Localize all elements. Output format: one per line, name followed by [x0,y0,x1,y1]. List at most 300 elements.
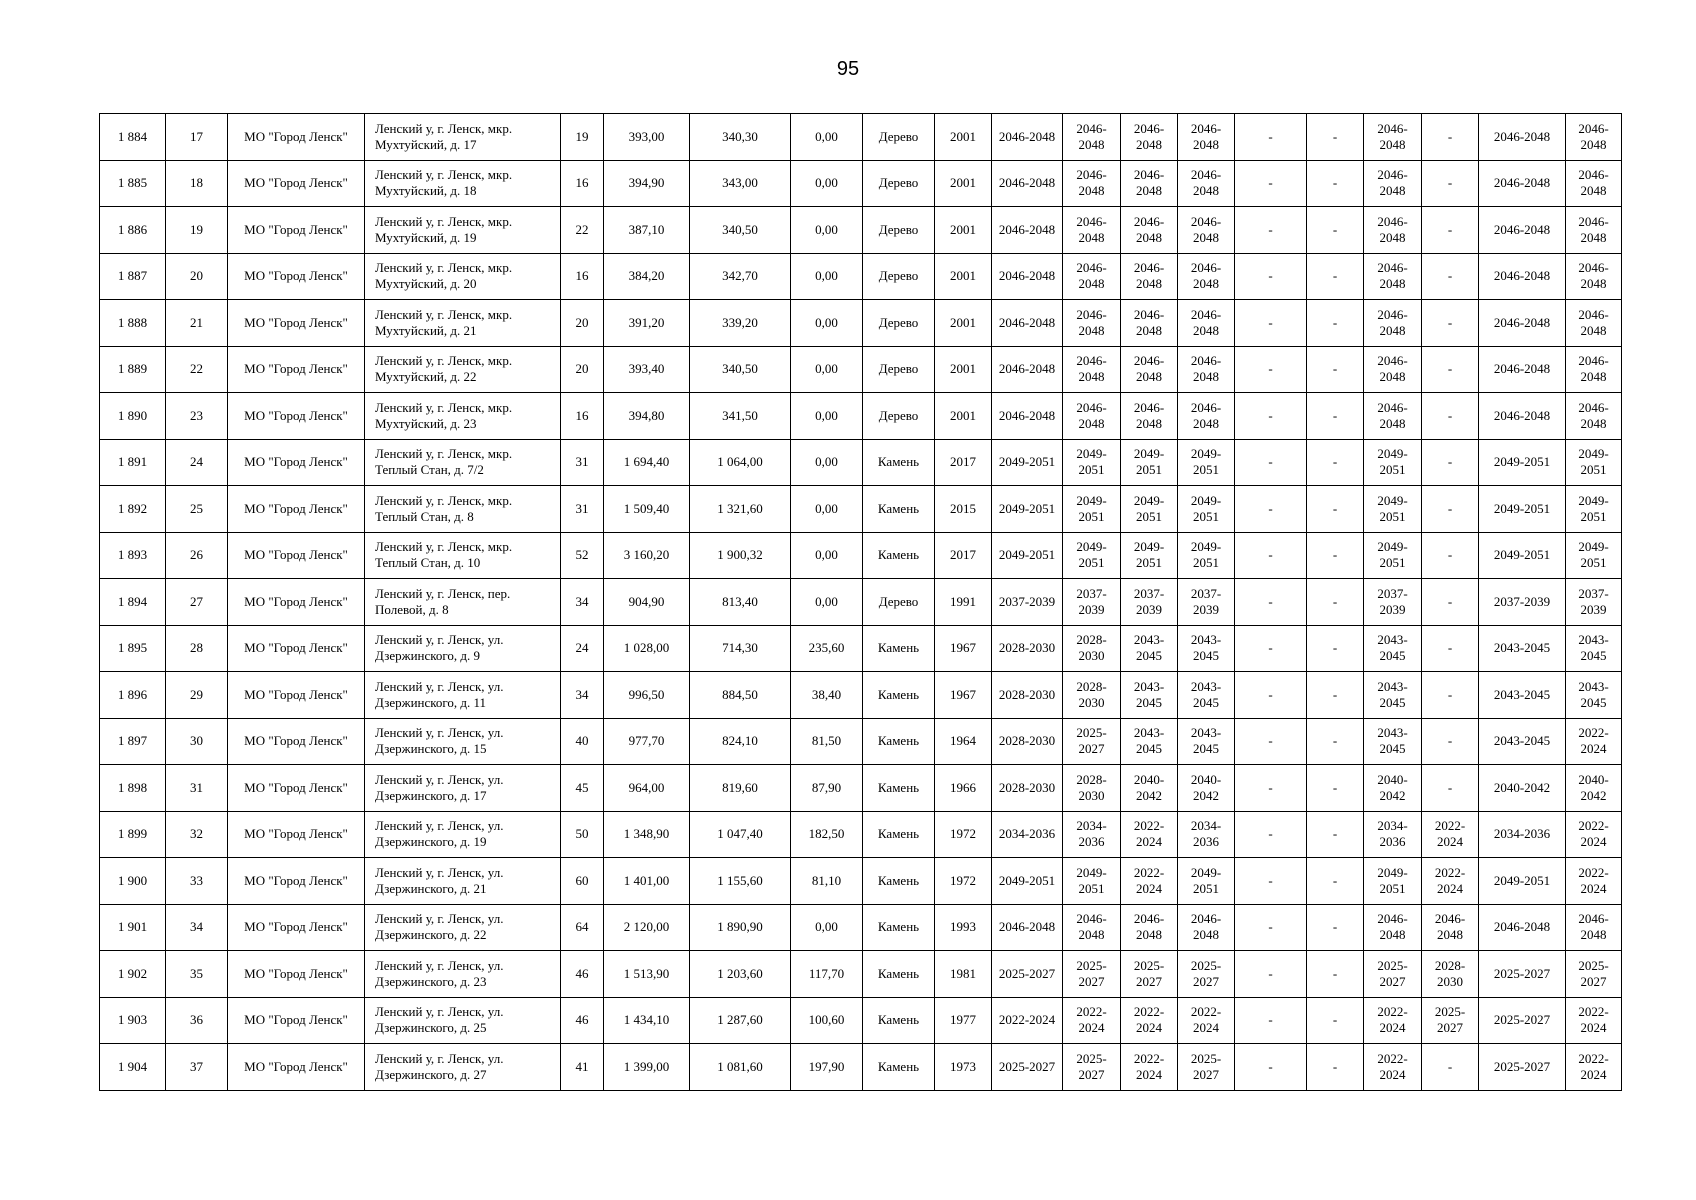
cell-total-area: 2 120,00 [604,904,690,951]
cell-row-number: 1 887 [100,253,166,300]
cell-build-year: 2001 [935,114,992,161]
cell-repair-period-5: - [1235,532,1307,579]
table-row [100,765,1622,812]
cell-residents: 40 [561,718,604,765]
cell-municipality: МО "Город Ленск" [228,951,365,998]
cell-total-area: 393,00 [604,114,690,161]
table-row [100,858,1622,905]
cell-repair-period-10: 2046-2048 [1566,253,1622,300]
cell-wall-material: Камень [863,532,935,579]
cell-address: Ленский у, г. Ленск, мкр. Мухтуйский, д. 18 [365,160,561,207]
cell-residents: 16 [561,253,604,300]
cell-repair-period-9: 2046-2048 [1479,346,1566,393]
cell-wall-material: Камень [863,951,935,998]
cell-repair-period-6: - [1307,346,1364,393]
cell-repair-period-3: 2046-2048 [1121,346,1178,393]
table-row [100,439,1622,486]
cell-repair-period-6: - [1307,393,1364,440]
cell-wall-material: Камень [863,858,935,905]
cell-residents: 46 [561,997,604,1044]
cell-municipality: МО "Город Ленск" [228,207,365,254]
cell-repair-period-9: 2025-2027 [1479,951,1566,998]
cell-build-year: 1977 [935,997,992,1044]
cell-total-area: 1 399,00 [604,1044,690,1091]
cell-repair-period-6: - [1307,858,1364,905]
cell-repair-period-4: 2043-2045 [1178,672,1235,719]
cell-wall-material: Камень [863,486,935,533]
cell-wall-material: Камень [863,904,935,951]
cell-repair-period-10: 2022-2024 [1566,858,1622,905]
table-row [100,904,1622,951]
cell-municipality: МО "Город Ленск" [228,579,365,626]
cell-nonresidential-area: 0,00 [791,439,863,486]
cell-repair-period-2: 2049-2051 [1063,486,1121,533]
cell-residents: 34 [561,579,604,626]
cell-repair-period-3: 2046-2048 [1121,253,1178,300]
cell-repair-period-8: - [1422,1044,1479,1091]
cell-repair-period-2: 2037-2039 [1063,579,1121,626]
cell-residents: 24 [561,625,604,672]
cell-residents: 41 [561,1044,604,1091]
cell-address: Ленский у, г. Ленск, мкр. Мухтуйский, д. 20 [365,253,561,300]
cell-row-number: 1 888 [100,300,166,347]
cell-build-year: 2001 [935,300,992,347]
cell-repair-period-8: 2022-2024 [1422,811,1479,858]
cell-repair-period-9: 2037-2039 [1479,579,1566,626]
cell-living-area: 1 064,00 [690,439,791,486]
cell-repair-period-3: 2022-2024 [1121,811,1178,858]
cell-living-area: 824,10 [690,718,791,765]
cell-row-number: 1 895 [100,625,166,672]
cell-residents: 64 [561,904,604,951]
cell-repair-period-8: - [1422,346,1479,393]
cell-living-area: 341,50 [690,393,791,440]
cell-repair-period-9: 2043-2045 [1479,625,1566,672]
cell-repair-period-3: 2040-2042 [1121,765,1178,812]
cell-total-area: 977,70 [604,718,690,765]
cell-repair-period-4: 2046-2048 [1178,904,1235,951]
cell-repair-period-10: 2046-2048 [1566,207,1622,254]
cell-repair-period-10: 2022-2024 [1566,811,1622,858]
cell-repair-period-5: - [1235,579,1307,626]
cell-residents: 31 [561,486,604,533]
cell-wall-material: Камень [863,765,935,812]
cell-residents: 16 [561,160,604,207]
cell-repair-period-7: 2046-2048 [1364,904,1422,951]
cell-repair-period-1: 2025-2027 [992,1044,1063,1091]
cell-address: Ленский у, г. Ленск, ул. Дзержинского, д. 25 [365,997,561,1044]
cell-repair-period-1: 2028-2030 [992,672,1063,719]
cell-repair-period-10: 2022-2024 [1566,1044,1622,1091]
cell-repair-period-9: 2043-2045 [1479,718,1566,765]
cell-repair-period-8: - [1422,439,1479,486]
cell-repair-period-4: 2025-2027 [1178,1044,1235,1091]
cell-repair-period-10: 2049-2051 [1566,439,1622,486]
cell-repair-period-7: 2049-2051 [1364,858,1422,905]
cell-row-number: 1 884 [100,114,166,161]
cell-repair-period-7: 2046-2048 [1364,300,1422,347]
cell-repair-period-4: 2046-2048 [1178,160,1235,207]
cell-repair-period-9: 2025-2027 [1479,997,1566,1044]
table-body [100,114,1622,1091]
cell-repair-period-1: 2025-2027 [992,951,1063,998]
cell-repair-period-5: - [1235,811,1307,858]
cell-nonresidential-area: 0,00 [791,300,863,347]
cell-local-number: 24 [166,439,228,486]
cell-nonresidential-area: 100,60 [791,997,863,1044]
cell-repair-period-2: 2025-2027 [1063,951,1121,998]
cell-repair-period-6: - [1307,765,1364,812]
cell-repair-period-8: - [1422,579,1479,626]
cell-total-area: 1 513,90 [604,951,690,998]
cell-row-number: 1 904 [100,1044,166,1091]
cell-residents: 31 [561,439,604,486]
cell-repair-period-4: 2046-2048 [1178,253,1235,300]
cell-municipality: МО "Город Ленск" [228,765,365,812]
cell-repair-period-8: 2025-2027 [1422,997,1479,1044]
cell-total-area: 1 401,00 [604,858,690,905]
cell-repair-period-8: - [1422,672,1479,719]
cell-wall-material: Дерево [863,253,935,300]
cell-wall-material: Камень [863,718,935,765]
cell-row-number: 1 892 [100,486,166,533]
cell-local-number: 34 [166,904,228,951]
cell-repair-period-7: 2037-2039 [1364,579,1422,626]
cell-repair-period-3: 2046-2048 [1121,904,1178,951]
cell-repair-period-6: - [1307,718,1364,765]
cell-local-number: 31 [166,765,228,812]
cell-repair-period-9: 2049-2051 [1479,439,1566,486]
table-row [100,718,1622,765]
cell-repair-period-2: 2034-2036 [1063,811,1121,858]
cell-nonresidential-area: 0,00 [791,207,863,254]
cell-repair-period-7: 2046-2048 [1364,160,1422,207]
cell-repair-period-3: 2049-2051 [1121,532,1178,579]
cell-repair-period-6: - [1307,300,1364,347]
cell-nonresidential-area: 0,00 [791,486,863,533]
cell-municipality: МО "Город Ленск" [228,904,365,951]
cell-wall-material: Дерево [863,300,935,347]
cell-repair-period-9: 2049-2051 [1479,532,1566,579]
cell-residents: 52 [561,532,604,579]
cell-repair-period-8: - [1422,114,1479,161]
cell-residents: 16 [561,393,604,440]
cell-repair-period-10: 2040-2042 [1566,765,1622,812]
cell-municipality: МО "Город Ленск" [228,439,365,486]
cell-address: Ленский у, г. Ленск, ул. Дзержинского, д. 9 [365,625,561,672]
cell-repair-period-6: - [1307,997,1364,1044]
cell-address: Ленский у, г. Ленск, пер. Полевой, д. 8 [365,579,561,626]
cell-address: Ленский у, г. Ленск, мкр. Мухтуйский, д. 19 [365,207,561,254]
cell-repair-period-6: - [1307,207,1364,254]
cell-nonresidential-area: 0,00 [791,393,863,440]
cell-local-number: 18 [166,160,228,207]
cell-repair-period-5: - [1235,672,1307,719]
cell-wall-material: Дерево [863,579,935,626]
cell-repair-period-7: 2049-2051 [1364,439,1422,486]
cell-repair-period-10: 2037-2039 [1566,579,1622,626]
cell-repair-period-3: 2049-2051 [1121,439,1178,486]
cell-total-area: 3 160,20 [604,532,690,579]
cell-row-number: 1 900 [100,858,166,905]
cell-local-number: 35 [166,951,228,998]
cell-repair-period-3: 2046-2048 [1121,114,1178,161]
cell-nonresidential-area: 0,00 [791,160,863,207]
cell-repair-period-10: 2046-2048 [1566,114,1622,161]
cell-repair-period-8: 2028-2030 [1422,951,1479,998]
cell-repair-period-10: 2046-2048 [1566,904,1622,951]
cell-repair-period-10: 2022-2024 [1566,718,1622,765]
cell-repair-period-9: 2046-2048 [1479,300,1566,347]
cell-repair-period-1: 2049-2051 [992,439,1063,486]
cell-municipality: МО "Город Ленск" [228,1044,365,1091]
cell-repair-period-3: 2046-2048 [1121,393,1178,440]
cell-total-area: 904,90 [604,579,690,626]
cell-living-area: 340,30 [690,114,791,161]
cell-repair-period-2: 2025-2027 [1063,718,1121,765]
cell-living-area: 343,00 [690,160,791,207]
cell-residents: 20 [561,300,604,347]
cell-address: Ленский у, г. Ленск, мкр. Теплый Стан, д. 10 [365,532,561,579]
cell-repair-period-5: - [1235,997,1307,1044]
cell-build-year: 1991 [935,579,992,626]
cell-repair-period-5: - [1235,951,1307,998]
cell-address: Ленский у, г. Ленск, мкр. Мухтуйский, д. 17 [365,114,561,161]
cell-repair-period-2: 2028-2030 [1063,765,1121,812]
cell-repair-period-6: - [1307,811,1364,858]
cell-row-number: 1 885 [100,160,166,207]
cell-nonresidential-area: 117,70 [791,951,863,998]
cell-living-area: 819,60 [690,765,791,812]
table-row [100,1044,1622,1091]
cell-repair-period-7: 2022-2024 [1364,1044,1422,1091]
cell-address: Ленский у, г. Ленск, мкр. Теплый Стан, д. 7/2 [365,439,561,486]
cell-repair-period-9: 2025-2027 [1479,1044,1566,1091]
cell-living-area: 339,20 [690,300,791,347]
cell-repair-period-8: - [1422,486,1479,533]
cell-repair-period-8: - [1422,625,1479,672]
cell-repair-period-4: 2046-2048 [1178,393,1235,440]
table-row [100,486,1622,533]
cell-row-number: 1 891 [100,439,166,486]
cell-repair-period-7: 2034-2036 [1364,811,1422,858]
cell-repair-period-7: 2043-2045 [1364,625,1422,672]
cell-total-area: 391,20 [604,300,690,347]
cell-nonresidential-area: 197,90 [791,1044,863,1091]
cell-wall-material: Камень [863,625,935,672]
cell-local-number: 26 [166,532,228,579]
cell-repair-period-8: 2046-2048 [1422,904,1479,951]
cell-wall-material: Камень [863,439,935,486]
cell-municipality: МО "Город Ленск" [228,114,365,161]
cell-total-area: 1 028,00 [604,625,690,672]
cell-repair-period-3: 2037-2039 [1121,579,1178,626]
cell-municipality: МО "Город Ленск" [228,486,365,533]
cell-build-year: 2001 [935,207,992,254]
cell-residents: 45 [561,765,604,812]
cell-total-area: 387,10 [604,207,690,254]
cell-living-area: 1 890,90 [690,904,791,951]
table-row [100,114,1622,161]
cell-build-year: 2001 [935,253,992,300]
cell-local-number: 32 [166,811,228,858]
cell-repair-period-10: 2049-2051 [1566,486,1622,533]
cell-nonresidential-area: 87,90 [791,765,863,812]
cell-row-number: 1 890 [100,393,166,440]
cell-repair-period-4: 2049-2051 [1178,532,1235,579]
cell-repair-period-2: 2046-2048 [1063,300,1121,347]
cell-municipality: МО "Город Ленск" [228,997,365,1044]
cell-living-area: 340,50 [690,346,791,393]
cell-repair-period-4: 2040-2042 [1178,765,1235,812]
cell-repair-period-6: - [1307,579,1364,626]
cell-repair-period-5: - [1235,253,1307,300]
cell-nonresidential-area: 0,00 [791,346,863,393]
cell-repair-period-5: - [1235,765,1307,812]
cell-repair-period-4: 2022-2024 [1178,997,1235,1044]
cell-local-number: 30 [166,718,228,765]
cell-residents: 19 [561,114,604,161]
cell-repair-period-1: 2049-2051 [992,486,1063,533]
cell-build-year: 1972 [935,811,992,858]
cell-build-year: 1966 [935,765,992,812]
cell-local-number: 21 [166,300,228,347]
cell-total-area: 394,90 [604,160,690,207]
cell-residents: 46 [561,951,604,998]
cell-living-area: 1 900,32 [690,532,791,579]
cell-repair-period-1: 2034-2036 [992,811,1063,858]
cell-repair-period-7: 2022-2024 [1364,997,1422,1044]
cell-build-year: 1981 [935,951,992,998]
cell-repair-period-6: - [1307,951,1364,998]
cell-wall-material: Камень [863,1044,935,1091]
cell-row-number: 1 899 [100,811,166,858]
table-row [100,811,1622,858]
cell-repair-period-4: 2049-2051 [1178,486,1235,533]
cell-repair-period-3: 2025-2027 [1121,951,1178,998]
cell-municipality: МО "Город Ленск" [228,253,365,300]
cell-municipality: МО "Город Ленск" [228,346,365,393]
cell-repair-period-4: 2046-2048 [1178,207,1235,254]
cell-repair-period-7: 2046-2048 [1364,346,1422,393]
cell-address: Ленский у, г. Ленск, мкр. Теплый Стан, д. 8 [365,486,561,533]
cell-repair-period-2: 2049-2051 [1063,439,1121,486]
cell-repair-period-9: 2049-2051 [1479,486,1566,533]
cell-repair-period-8: - [1422,532,1479,579]
cell-repair-period-4: 2034-2036 [1178,811,1235,858]
cell-repair-period-2: 2046-2048 [1063,114,1121,161]
cell-address: Ленский у, г. Ленск, мкр. Мухтуйский, д. 21 [365,300,561,347]
cell-repair-period-10: 2046-2048 [1566,300,1622,347]
cell-address: Ленский у, г. Ленск, мкр. Мухтуйский, д. 23 [365,393,561,440]
cell-repair-period-2: 2046-2048 [1063,253,1121,300]
cell-build-year: 1964 [935,718,992,765]
cell-repair-period-4: 2043-2045 [1178,718,1235,765]
cell-repair-period-3: 2046-2048 [1121,300,1178,347]
cell-address: Ленский у, г. Ленск, ул. Дзержинского, д. 27 [365,1044,561,1091]
cell-wall-material: Дерево [863,207,935,254]
cell-repair-period-10: 2046-2048 [1566,160,1622,207]
cell-repair-period-10: 2022-2024 [1566,997,1622,1044]
cell-living-area: 714,30 [690,625,791,672]
cell-repair-period-2: 2046-2048 [1063,346,1121,393]
cell-repair-period-5: - [1235,625,1307,672]
page-number: 95 [836,58,860,80]
cell-nonresidential-area: 0,00 [791,532,863,579]
cell-local-number: 20 [166,253,228,300]
cell-total-area: 393,40 [604,346,690,393]
cell-local-number: 25 [166,486,228,533]
cell-repair-period-3: 2043-2045 [1121,625,1178,672]
cell-repair-period-1: 2028-2030 [992,765,1063,812]
cell-nonresidential-area: 38,40 [791,672,863,719]
cell-living-area: 1 287,60 [690,997,791,1044]
cell-build-year: 1967 [935,672,992,719]
cell-nonresidential-area: 81,50 [791,718,863,765]
cell-total-area: 964,00 [604,765,690,812]
cell-wall-material: Дерево [863,346,935,393]
cell-local-number: 33 [166,858,228,905]
cell-repair-period-1: 2046-2048 [992,346,1063,393]
cell-repair-period-5: - [1235,858,1307,905]
cell-repair-period-3: 2022-2024 [1121,1044,1178,1091]
cell-repair-period-5: - [1235,486,1307,533]
cell-address: Ленский у, г. Ленск, мкр. Мухтуйский, д. 22 [365,346,561,393]
cell-repair-period-3: 2046-2048 [1121,160,1178,207]
cell-repair-period-4: 2043-2045 [1178,625,1235,672]
cell-wall-material: Камень [863,811,935,858]
cell-residents: 20 [561,346,604,393]
table-row [100,997,1622,1044]
cell-repair-period-7: 2025-2027 [1364,951,1422,998]
cell-repair-period-7: 2049-2051 [1364,532,1422,579]
cell-row-number: 1 886 [100,207,166,254]
cell-municipality: МО "Город Ленск" [228,672,365,719]
cell-repair-period-9: 2046-2048 [1479,393,1566,440]
cell-row-number: 1 896 [100,672,166,719]
cell-living-area: 1 155,60 [690,858,791,905]
cell-living-area: 1 203,60 [690,951,791,998]
cell-build-year: 2001 [935,160,992,207]
cell-repair-period-1: 2046-2048 [992,300,1063,347]
cell-living-area: 1 081,60 [690,1044,791,1091]
cell-build-year: 2001 [935,393,992,440]
table-row [100,951,1622,998]
cell-repair-period-3: 2046-2048 [1121,207,1178,254]
cell-repair-period-6: - [1307,160,1364,207]
cell-repair-period-8: - [1422,253,1479,300]
cell-build-year: 2017 [935,439,992,486]
cell-local-number: 17 [166,114,228,161]
cell-repair-period-5: - [1235,718,1307,765]
table-row [100,625,1622,672]
cell-living-area: 340,50 [690,207,791,254]
housing-registry-table [99,113,1622,1091]
cell-address: Ленский у, г. Ленск, ул. Дзержинского, д. 19 [365,811,561,858]
cell-repair-period-2: 2046-2048 [1063,207,1121,254]
cell-municipality: МО "Город Ленск" [228,393,365,440]
cell-repair-period-8: - [1422,300,1479,347]
cell-repair-period-2: 2028-2030 [1063,672,1121,719]
cell-total-area: 384,20 [604,253,690,300]
cell-repair-period-8: - [1422,160,1479,207]
cell-municipality: МО "Город Ленск" [228,718,365,765]
cell-repair-period-4: 2046-2048 [1178,114,1235,161]
cell-repair-period-1: 2037-2039 [992,579,1063,626]
cell-repair-period-9: 2040-2042 [1479,765,1566,812]
cell-repair-period-4: 2049-2051 [1178,858,1235,905]
cell-build-year: 2017 [935,532,992,579]
